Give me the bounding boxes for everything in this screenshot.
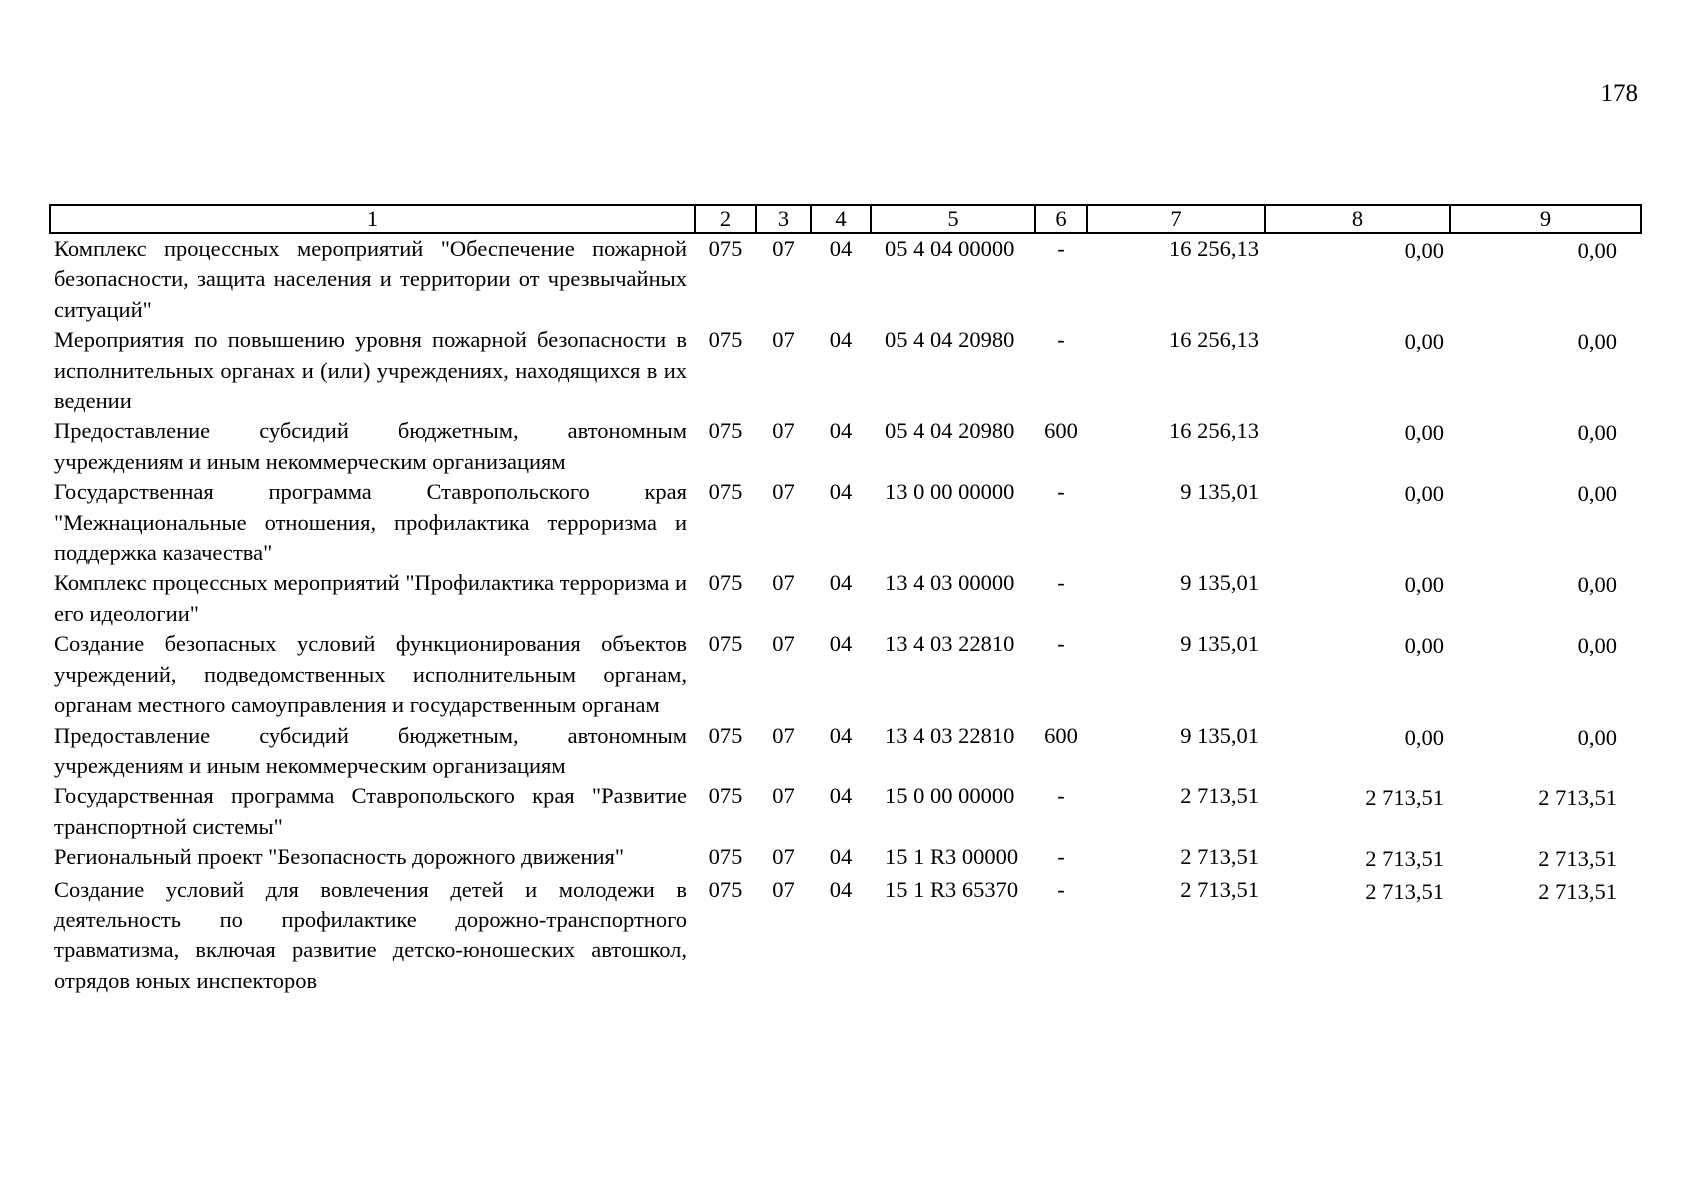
cell-name: Создание условий для вовлечения детей и молодежи в деятельность по профилактике дорожно-транспортного травматизма, включая развитие детско-юношеских автошкол, отрядов юных инспекторов xyxy=(54,876,687,993)
cell-name: Создание безопасных условий функционирования объектов учреждений, подведомственных исполнительным органам, органам местного самоуправления и государственным органам xyxy=(54,631,687,718)
cell-expense-type: - xyxy=(1057,236,1065,261)
cell-subsection: 04 xyxy=(829,631,853,657)
table-row xyxy=(50,842,1641,874)
cell-subsection: 04 xyxy=(829,327,853,353)
cell-grbs: 075 xyxy=(708,844,743,870)
page-number: 178 xyxy=(1600,80,1638,107)
cell-name: Государственная программа Ставропольского края "Развитие транспортной системы" xyxy=(54,783,687,839)
budget-table xyxy=(49,204,1642,996)
cell-amount-1: 9 135,01 xyxy=(1180,631,1259,657)
cell-section: 07 xyxy=(772,479,795,505)
cell-amount-3: 2 713,51 xyxy=(1538,878,1617,904)
cell-grbs: 075 xyxy=(708,418,743,444)
header-cell-amount-2: 8 xyxy=(1265,205,1450,233)
cell-subsection: 04 xyxy=(829,783,853,809)
cell-amount-3: 0,00 xyxy=(1577,572,1617,598)
cell-grbs: 075 xyxy=(708,783,743,809)
cell-target-article: 05 4 04 00000 xyxy=(885,236,1015,261)
cell-amount-1: 9 135,01 xyxy=(1180,479,1259,505)
cell-section: 07 xyxy=(772,844,795,870)
header-row xyxy=(50,205,1641,233)
cell-section: 07 xyxy=(772,236,795,261)
cell-expense-type: - xyxy=(1057,479,1065,505)
cell-grbs: 075 xyxy=(708,631,743,657)
cell-target-article: 05 4 04 20980 xyxy=(885,418,1015,444)
cell-subsection: 04 xyxy=(829,722,853,748)
cell-subsection: 04 xyxy=(829,570,853,596)
header-cell-name: 1 xyxy=(50,205,695,233)
header-cell-amount-1: 7 xyxy=(1087,205,1265,233)
cell-amount-3: 2 713,51 xyxy=(1538,846,1617,872)
cell-target-article: 15 0 00 00000 xyxy=(885,783,1015,809)
table-row xyxy=(50,721,1641,782)
table-header xyxy=(50,205,1641,233)
cell-expense-type: 600 xyxy=(1044,418,1078,444)
cell-amount-3: 0,00 xyxy=(1577,633,1617,659)
cell-amount-1: 2 713,51 xyxy=(1180,783,1259,809)
cell-target-article: 05 4 04 20980 xyxy=(885,327,1015,353)
cell-target-article: 15 1 R3 00000 xyxy=(885,844,1019,870)
header-cell-grbs: 2 xyxy=(695,205,756,233)
cell-subsection: 04 xyxy=(829,236,853,261)
cell-section: 07 xyxy=(772,783,795,809)
cell-section: 07 xyxy=(772,722,795,748)
cell-amount-3: 0,00 xyxy=(1577,238,1617,263)
cell-amount-2: 2 713,51 xyxy=(1365,785,1444,811)
cell-amount-1: 16 256,13 xyxy=(1169,327,1259,353)
cell-section: 07 xyxy=(772,631,795,657)
cell-amount-2: 2 713,51 xyxy=(1365,846,1444,872)
cell-grbs: 075 xyxy=(708,722,743,748)
cell-expense-type: 600 xyxy=(1044,722,1078,748)
cell-subsection: 04 xyxy=(829,876,853,902)
cell-amount-3: 0,00 xyxy=(1577,420,1617,446)
cell-section: 07 xyxy=(772,327,795,353)
header-cell-expense-type: 6 xyxy=(1035,205,1087,233)
cell-grbs: 075 xyxy=(708,236,743,261)
cell-amount-1: 9 135,01 xyxy=(1180,570,1259,596)
cell-amount-1: 2 713,51 xyxy=(1180,876,1259,902)
cell-name: Предоставление субсидий бюджетным, автономным учреждениям и иным некоммерческим организациям xyxy=(54,722,687,778)
cell-amount-2: 0,00 xyxy=(1404,481,1444,507)
table-row xyxy=(50,233,1641,325)
cell-amount-3: 0,00 xyxy=(1577,329,1617,355)
cell-name: Комплекс процессных мероприятий "Профилактика терроризма и его идеологии" xyxy=(54,570,687,626)
cell-amount-1: 16 256,13 xyxy=(1169,236,1259,261)
cell-name: Региональный проект "Безопасность дорожного движения" xyxy=(54,844,625,870)
cell-name: Мероприятия по повышению уровня пожарной безопасности в исполнительных органах и (или) учреждениях, находящихся в их ведении xyxy=(54,327,687,414)
cell-amount-2: 0,00 xyxy=(1404,238,1444,263)
cell-amount-2: 0,00 xyxy=(1404,572,1444,598)
table-row xyxy=(50,629,1641,720)
cell-target-article: 13 4 03 22810 xyxy=(885,631,1015,657)
cell-expense-type: - xyxy=(1057,876,1065,902)
cell-target-article: 15 1 R3 65370 xyxy=(885,876,1019,902)
cell-grbs: 075 xyxy=(708,876,743,902)
cell-subsection: 04 xyxy=(829,479,853,505)
cell-amount-3: 0,00 xyxy=(1577,724,1617,750)
table-row xyxy=(50,568,1641,629)
cell-expense-type: - xyxy=(1057,570,1065,596)
cell-section: 07 xyxy=(772,570,795,596)
header-cell-section: 3 xyxy=(756,205,811,233)
cell-subsection: 04 xyxy=(829,418,853,444)
cell-grbs: 075 xyxy=(708,479,743,505)
header-cell-amount-3: 9 xyxy=(1450,205,1641,233)
cell-amount-2: 0,00 xyxy=(1404,329,1444,355)
cell-grbs: 075 xyxy=(708,327,743,353)
table-row xyxy=(50,416,1641,477)
cell-expense-type: - xyxy=(1057,844,1065,870)
cell-expense-type: - xyxy=(1057,783,1065,809)
table-row xyxy=(50,477,1641,568)
cell-amount-1: 2 713,51 xyxy=(1180,844,1259,870)
cell-amount-2: 0,00 xyxy=(1404,420,1444,446)
cell-expense-type: - xyxy=(1057,327,1065,353)
cell-amount-2: 0,00 xyxy=(1404,633,1444,659)
cell-section: 07 xyxy=(772,418,795,444)
cell-amount-3: 2 713,51 xyxy=(1538,785,1617,811)
cell-amount-2: 0,00 xyxy=(1404,724,1444,750)
cell-target-article: 13 0 00 00000 xyxy=(885,479,1015,505)
cell-amount-2: 2 713,51 xyxy=(1365,878,1444,904)
table-body xyxy=(50,233,1641,996)
cell-amount-3: 0,00 xyxy=(1577,481,1617,507)
header-cell-subsection: 4 xyxy=(811,205,871,233)
cell-amount-1: 16 256,13 xyxy=(1169,418,1259,444)
cell-section: 07 xyxy=(772,876,795,902)
cell-target-article: 13 4 03 22810 xyxy=(885,722,1015,748)
cell-subsection: 04 xyxy=(829,844,853,870)
cell-name: Комплекс процессных мероприятий "Обеспечение пожарной безопасности, защита населения и территории от чрезвычайных ситуаций" xyxy=(54,236,687,322)
header-cell-target-article: 5 xyxy=(871,205,1035,233)
cell-name: Предоставление субсидий бюджетным, автономным учреждениям и иным некоммерческим организациям xyxy=(54,418,687,474)
cell-name: Государственная программа Ставропольского края "Межнациональные отношения, профилактика терроризма и поддержка казачества" xyxy=(54,479,687,566)
cell-expense-type: - xyxy=(1057,631,1065,657)
cell-grbs: 075 xyxy=(708,570,743,596)
table-row xyxy=(50,875,1641,997)
table-row xyxy=(50,325,1641,416)
cell-amount-1: 9 135,01 xyxy=(1180,722,1259,748)
table-row xyxy=(50,781,1641,842)
cell-target-article: 13 4 03 00000 xyxy=(885,570,1015,596)
